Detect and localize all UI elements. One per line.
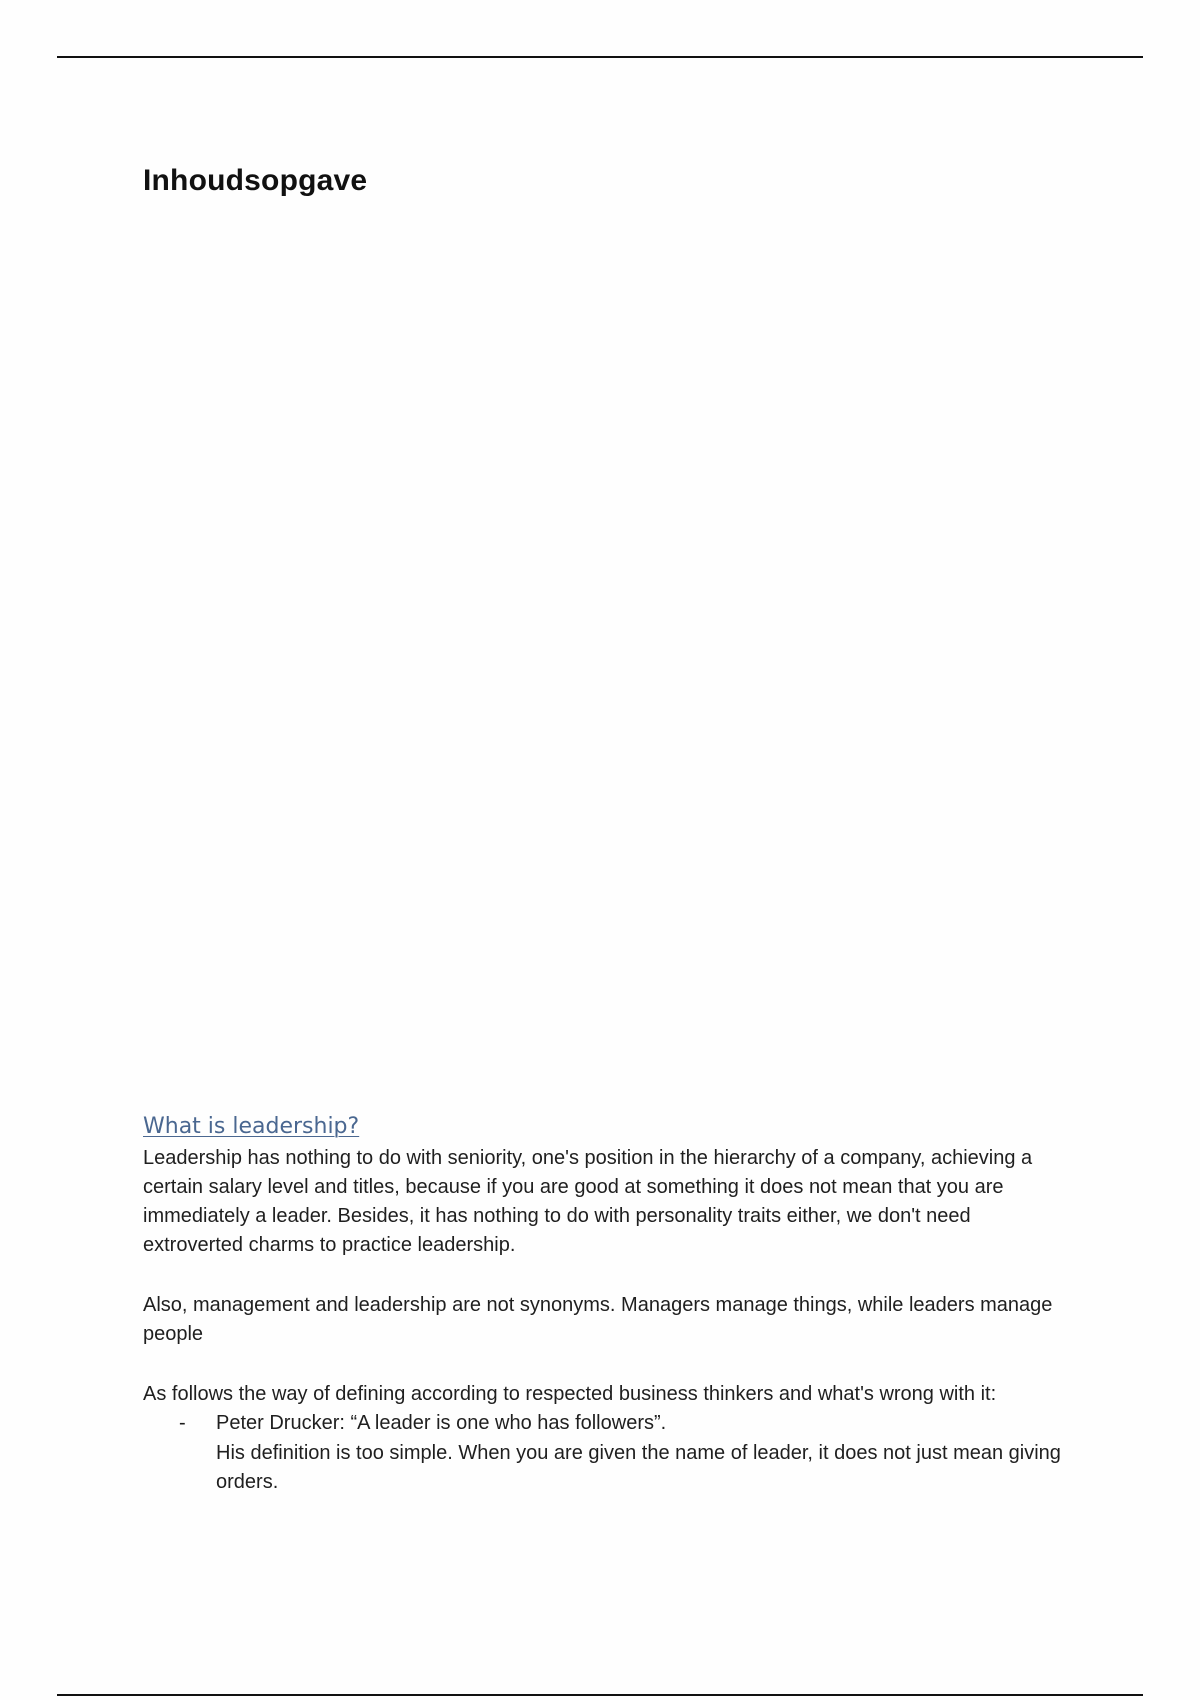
paragraph-thinkers-intro: As follows the way of defining according to respected business thinkers and what's wrong with it: xyxy=(143,1383,997,1405)
list-item xyxy=(143,1409,1073,1497)
section-heading xyxy=(143,1112,1073,1142)
toc-title: Inhoudsopgave xyxy=(143,164,368,197)
paragraph-definition: Leadership has nothing to do with seniority, one's position in the hierarchy of a company, achieving a certain salary level and titles, because if you are good at something it does not mean that you are immediately a leader. Besides, it has nothing to do with personality traits either, we don't need extroverted charms to practice leadership. xyxy=(143,1147,1033,1256)
list-item-quote: Peter Drucker: “A leader is one who has followers”. xyxy=(216,1412,667,1434)
paragraph-management: Also, management and leadership are not synonyms. Managers manage things, while leaders manage people xyxy=(143,1294,1053,1345)
list-item-comment: His definition is too simple. When you are given the name of leader, it does not just mean giving orders. xyxy=(216,1442,1061,1493)
thinkers-list xyxy=(143,1409,1073,1497)
section-heading-link[interactable]: What is leadership? xyxy=(143,1114,360,1139)
footer-rule xyxy=(57,1694,1143,1696)
dash-bullet-icon: - xyxy=(179,1412,186,1434)
header-rule xyxy=(57,56,1143,58)
section-content xyxy=(143,1112,1073,1497)
